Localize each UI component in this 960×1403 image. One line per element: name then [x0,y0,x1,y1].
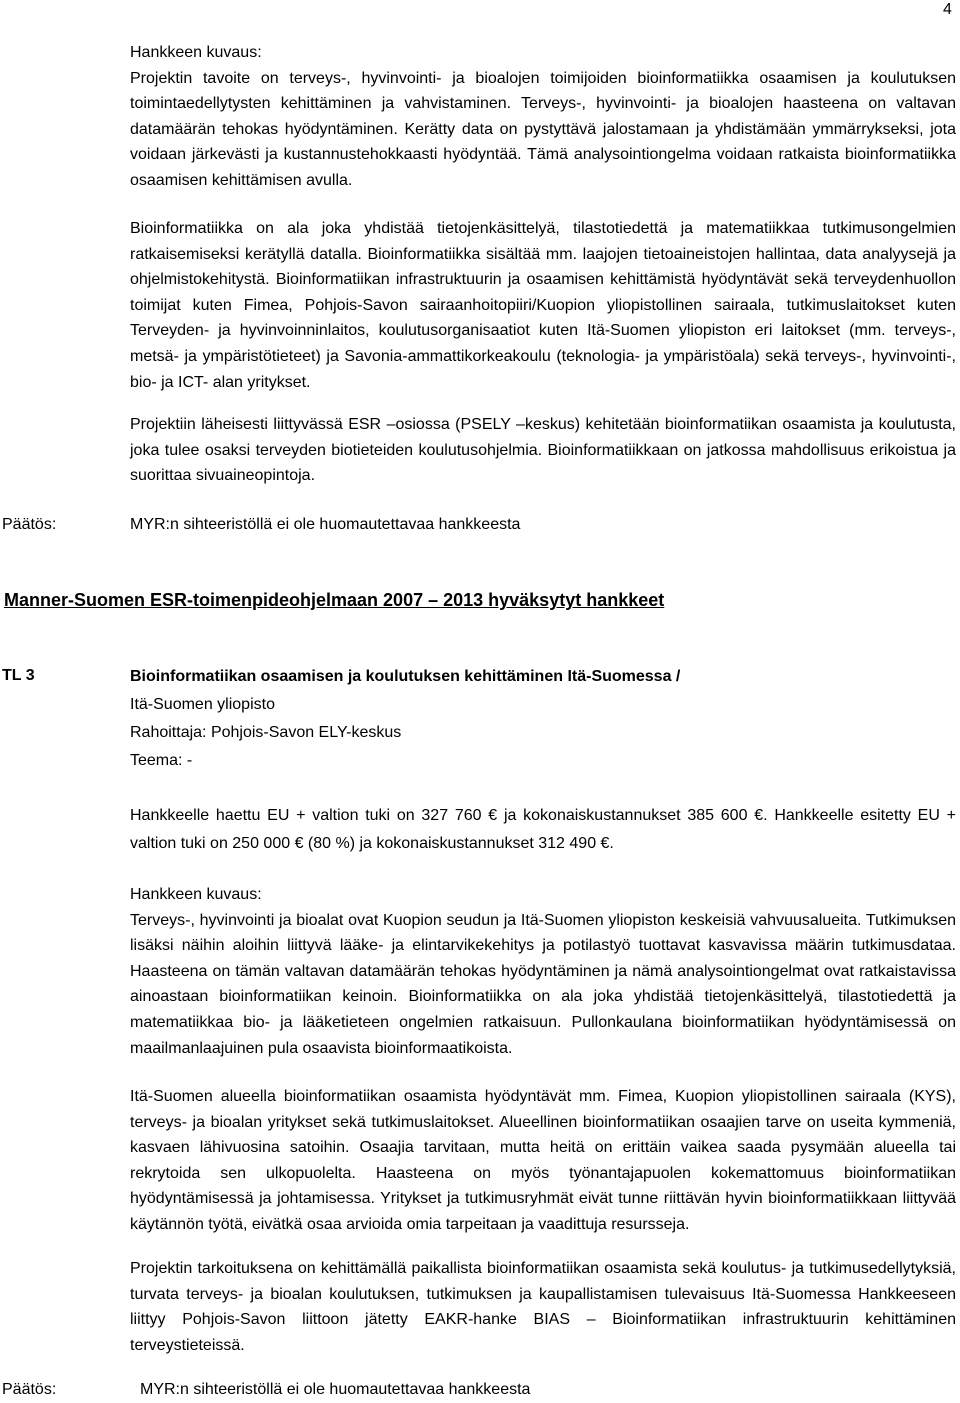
description-heading: Hankkeen kuvaus: [130,44,262,61]
project-theme: Teema: - [130,752,193,769]
decision-label: Päätös: [2,516,57,533]
project-paragraph-2 [130,1084,956,1238]
description-paragraph: Itä-Suomen alueella bioinformatiikan osaamista hyödyntävät mm. Fimea, Kuopion yliopistollinen sairaala (KYS), terveys- ja bioalan yritykset sekä tutkimuslaitokset. Alueellinen bioinformatiikan osaajien tarve on useita kymmeniä, kasvaen lähivuosina satoihin. Osaajia tarvitaan, mutta heitä on erittäin vaikea saada pysymään alueella tai rekrytoida sen ulkopuolelta. Haasteena on myös työnantajapuolen kokemattomuus bioinformatiikan hyödyntämisessä ja johtamisessa. Yritykset ja tutkimusryhmät eivät tunne riittävän hyvin bioinformatiikkaan liittyvää käytännön työtä, eivätkä osaa arvioida omia tarpeitaan ja vaadittuja resursseja. [130,1088,956,1233]
project-description [130,882,956,1061]
top-paragraph-2 [130,216,956,395]
project-header [130,663,956,775]
section-title: Manner-Suomen ESR-toimenpideohjelmaan 2007 – 2013 hyväksytyt hankkeet [4,590,665,610]
description-paragraph: Bioinformatiikka on ala joka yhdistää tietojenkäsittelyä, tilastotiedettä ja matematiikkaa tutkimusongelmien ratkaisemiseksi kerätyllä datalla. Bioinformatiikka sisältää mm. laajojen tietoaineistojen hallintaa, data analyysejä ja ohjelmistokehitystä. Bioinformatiikan infrastruktuurin ja osaamisen kehittämistä hyödyntävät sekä terveydenhuollon toimijat kuten Fimea, Pohjois-Savon sairaanhoitopiiri/Kuopion yliopistollinen sairaala, tutkimuslaitokset kuten Terveyden- ja hyvinvoinninlaitos, koulutusorganisaatiot kuten Itä-Suomen yliopiston eri laitokset (mm. terveys-, metsä- ja ympäristötieteet) ja Savonia-ammattikorkeakoulu (teknologia- ja ympäristöala) sekä terveys-, hyvinvointi-, bio- ja ICT- alan yritykset. [130,220,956,391]
top-paragraph-3 [130,412,956,489]
decision-label: Päätös: [2,1381,57,1398]
project-title: Bioinformatiikan osaamisen ja koulutuksen kehittäminen Itä-Suomessa / [130,668,681,685]
description-paragraph: Projektiin läheisesti liittyvässä ESR –osiossa (PSELY –keskus) kehitetään bioinformatiikan osaamista ja koulutusta, joka tulee osaksi terveyden biotieteiden koulutusohjelmia. Bioinformatiikkaan on jatkossa mahdollisuus erikoistua ja suorittaa sivuaineopintoja. [130,416,956,485]
description-heading: Hankkeen kuvaus: [130,886,262,903]
description-paragraph: Projektin tavoite on terveys-, hyvinvointi- ja bioalojen toimijoiden bioinformatiikka osaamisen ja koulutuksen toimintaedellytysten kehittäminen ja vahvistaminen. Terveys-, hyvinvointi- ja bioalojen haasteena on valtavan datamäärän tehokas hyödyntäminen. Kerätty data on pystyttävä jalostamaan ja yhdistämään ymmärrykseksi, jota voidaan järkevästi ja kustannustehokkaasti hyödyntää. Tämä analysointiongelma voidaan ratkaista bioinformatiikka osaamisen kehittämisen avulla. [130,69,956,189]
decision-text: MYR:n sihteeristöllä ei ole huomautettavaa hankkeesta [130,516,521,533]
project-cost: Hankkeelle haettu EU + valtion tuki on 327 760 € ja kokonaiskustannukset 385 600 €. Hankkeelle esitetty EU + valtion tuki on 250 000 € (80 %) ja kokonaiskustannukset 312 490 €. [130,807,956,852]
project-organization: Itä-Suomen yliopisto [130,696,275,713]
top-project-description [130,40,956,194]
decision-text: MYR:n sihteeristöllä ei ole huomautettavaa hankkeesta [140,1381,531,1398]
description-paragraph: Terveys-, hyvinvointi ja bioalat ovat Kuopion seudun ja Itä-Suomen yliopiston keskeisiä vahvuusalueita. Tutkimuksen lisäksi näihin aloihin liittyvä lääke- ja elintarvikekehitys ja potilastyö tuottavat kasvavissa määrin tutkimusdataa. Haasteena on tämän valtavan datamäärän tehokas hyödyntäminen ja nämä analysointiongelmat ovat ratkaistavissa ainoastaan bioinformatiikan keinoin. Bioinformatiikka on ala joka yhdistää tietojenkäsittelyä, tilastotiedettä ja matematiikkaa bio- ja lääketieteen ongelmien ratkaisuun. Pullonkaulana bioinformatiikan hyödyntämisessä on maailmanlaajuinen pula osaavista bioinformaatikoista. [130,911,956,1057]
project-funder: Rahoittaja: Pohjois-Savon ELY-keskus [130,724,402,741]
project-paragraph-3 [130,1256,956,1358]
description-paragraph: Projektin tarkoituksena on kehittämällä paikallista bioinformatiikan osaamista sekä koulutus- ja tutkimusedellytyksiä, turvata terveys- ja bioalan koulutuksen, tutkimuksen ja kaupallistamisen tulevaisuus Itä-Suomessa Hankkeeseen liittyy Pohjois-Savon liittoon jätetty EAKR-hanke BIAS – Bioinformatiikan infrastruktuurin kehittäminen terveystieteissä. [130,1260,956,1354]
project-code: TL 3 [2,667,35,684]
page-number: 4 [943,1,952,18]
